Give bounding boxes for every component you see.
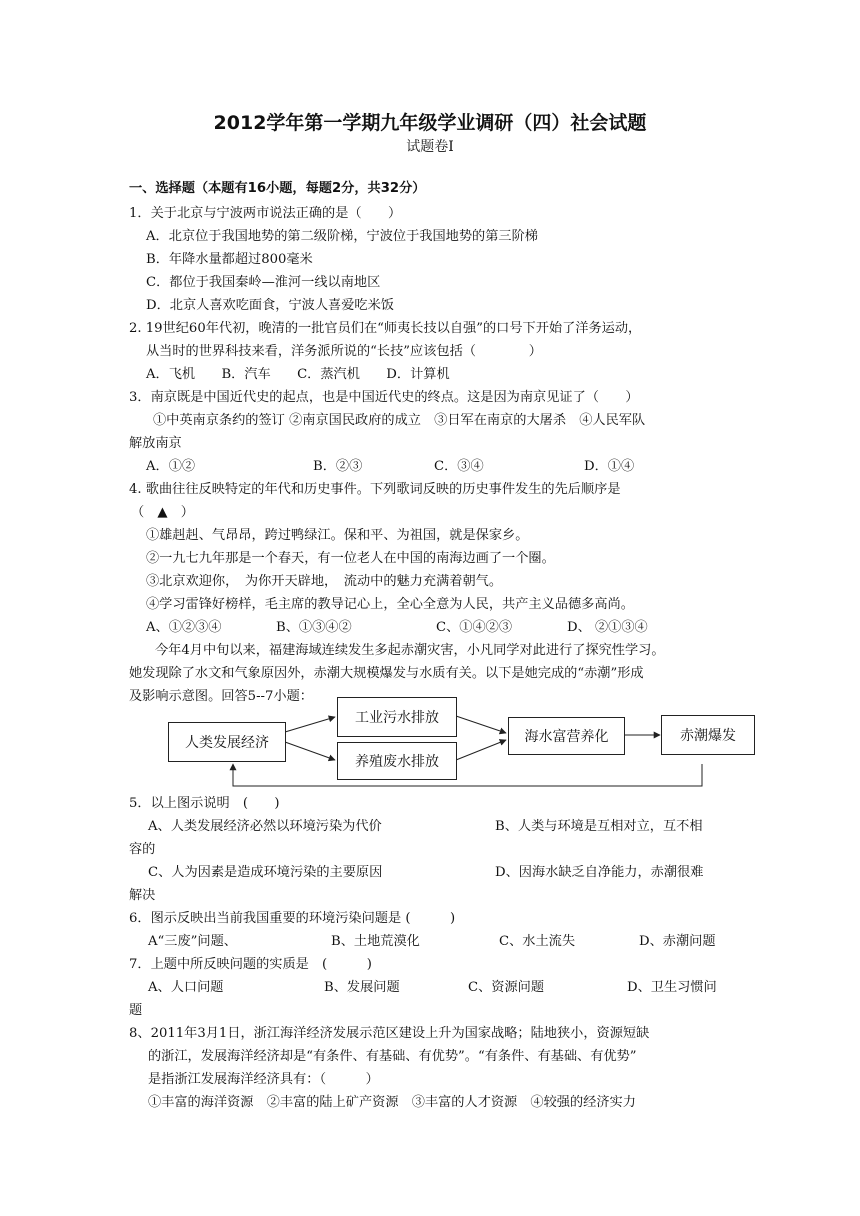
q3-items-line2: 解放南京	[129, 436, 182, 451]
arrow-aquaculture-to-eutrophication	[456, 740, 506, 760]
q3-option-b: B．②③	[313, 459, 363, 474]
passage-line3: 及影响示意图。回答5--7小题：	[129, 689, 313, 704]
arrow-industrial-to-eutrophication	[456, 716, 506, 733]
q7-option-a: A、人口问题	[148, 980, 224, 995]
q2-stem-line1: 2. 19世纪60年代初，晚清的一批官员们在“师夷长技以自强”的口号下开始了洋务运动，	[129, 321, 642, 336]
q5-option-d-cont: 解决	[129, 888, 156, 903]
q5-option-b: B、人类与环境是互相对立，互不相	[495, 819, 703, 834]
q8-line2: 的浙江，发展海洋经济却是“有条件、有基础、有优势”。“有条件、有基础、有优势”	[148, 1049, 637, 1064]
exam-title: 2012学年第一学期九年级学业调研（四）社会试题	[213, 112, 647, 134]
q6-option-c: C、水土流失	[499, 934, 576, 949]
q7-stem: 7．上题中所反映问题的实质是 ( )	[129, 957, 372, 972]
q6-option-b: B、土地荒漠化	[331, 934, 420, 949]
q7-option-b: B、发展问题	[324, 980, 400, 995]
q3-option-c: C．③④	[434, 459, 484, 474]
section-heading: 一、选择题（本题有16小题，每题2分，共32分）	[129, 181, 426, 196]
q5-option-d: D、因海水缺乏自净能力，赤潮很难	[495, 865, 704, 880]
arrow-economy-to-industrial	[285, 717, 335, 732]
node-eutrophication: 海水富营养化	[508, 717, 625, 755]
q1-option-b: B．年降水量都超过800毫米	[146, 252, 313, 267]
passage-line1: 今年4月中旬以来，福建海域连续发生多起赤潮灾害，小凡同学对此进行了探究性学习。	[155, 643, 665, 658]
exam-subtitle: 试题卷Ⅰ	[406, 139, 454, 155]
q6-stem: 6．图示反映出当前我国重要的环境污染问题是 ( )	[129, 911, 456, 926]
q1-option-c: C．都位于我国秦岭—淮河一线以南地区	[146, 275, 381, 290]
q1-option-a: A．北京位于我国地势的第二级阶梯，宁波位于我国地势的第三阶梯	[146, 229, 538, 244]
node-human-economy: 人类发展经济	[168, 722, 286, 762]
q7-option-d: D、卫生习惯问	[627, 980, 717, 995]
q8-line1: 8、2011年3月1日，浙江海洋经济发展示范区建设上升为国家战略；陆地狭小，资源短缺	[129, 1026, 650, 1041]
node-red-tide: 赤潮爆发	[661, 715, 755, 755]
passage-line2: 她发现除了水文和气象原因外，赤潮大规模爆发与水质有关。以下是她完成的“赤潮”形成	[129, 666, 644, 681]
q3-stem: 3．南京既是中国近代史的起点，也是中国近代史的终点。这是因为南京见证了（ ）	[129, 390, 639, 405]
q2-stem-line2: 从当时的世界科技来看，洋务派所说的“长技”应该包括（ ）	[146, 344, 542, 359]
q3-option-d: D．①④	[584, 459, 635, 474]
q4-lyric-1: ①雄赳赳、气昂昂，跨过鸭绿江。保和平、为祖国，就是保家乡。	[146, 528, 529, 543]
node-industrial-wastewater: 工业污水排放	[337, 697, 457, 737]
node-aquaculture-wastewater: 养殖废水排放	[337, 742, 457, 780]
q4-lyric-2: ②一九七九年那是一个春天，有一位老人在中国的南海边画了一个圈。	[146, 551, 555, 566]
q8-options: ①丰富的海洋资源 ②丰富的陆上矿产资源 ③丰富的人才资源 ④较强的经济实力	[148, 1095, 636, 1110]
q5-option-b-cont: 容的	[129, 842, 156, 857]
q4-option-b: B、①③④②	[276, 620, 352, 635]
q4-option-c: C、①④②③	[436, 620, 513, 635]
q1-stem: 1．关于北京与宁波两市说法正确的是（ ）	[129, 206, 402, 221]
q4-option-d: D、 ②①③④	[567, 620, 648, 635]
q7-option-c: C、资源问题	[468, 980, 545, 995]
q7-option-d-cont: 题	[129, 1003, 143, 1018]
q5-option-a: A、人类发展经济必然以环境污染为代价	[148, 819, 382, 834]
q4-lyric-4: ④学习雷锋好榜样，毛主席的教导记心上，全心全意为人民，共产主义品德多高尚。	[146, 597, 634, 612]
arrow-feedback-loop	[233, 764, 702, 786]
q4-stem-line2: （ ▲ ）	[131, 505, 194, 520]
q4-stem-line1: 4. 歌曲往往反映特定的年代和历史事件。下列歌词反映的历史事件发生的先后顺序是	[129, 482, 621, 497]
q3-option-a: A．①②	[146, 459, 196, 474]
q6-option-d: D、赤潮问题	[639, 934, 716, 949]
q3-items-line1: ①中英南京条约的签订 ②南京国民政府的成立 ③日军在南京的大屠杀 ④人民军队	[153, 413, 646, 428]
q4-option-a: A、①②③④	[146, 620, 222, 635]
q5-option-c: C、人为因素是造成环境污染的主要原因	[148, 865, 383, 880]
q4-lyric-3: ③北京欢迎你， 为你开天辟地， 流动中的魅力充满着朝气。	[146, 574, 503, 589]
arrow-economy-to-aquaculture	[285, 742, 335, 760]
q8-line3: 是指浙江发展海洋经济具有：（ ）	[148, 1072, 379, 1087]
q5-stem: 5．以上图示说明 ( )	[129, 796, 280, 811]
q1-option-d: D．北京人喜欢吃面食，宁波人喜爱吃米饭	[146, 298, 394, 313]
q2-options: A．飞机 B．汽车 C．蒸汽机 D．计算机	[146, 367, 450, 382]
q6-option-a: A“三废”问题、	[148, 934, 237, 949]
